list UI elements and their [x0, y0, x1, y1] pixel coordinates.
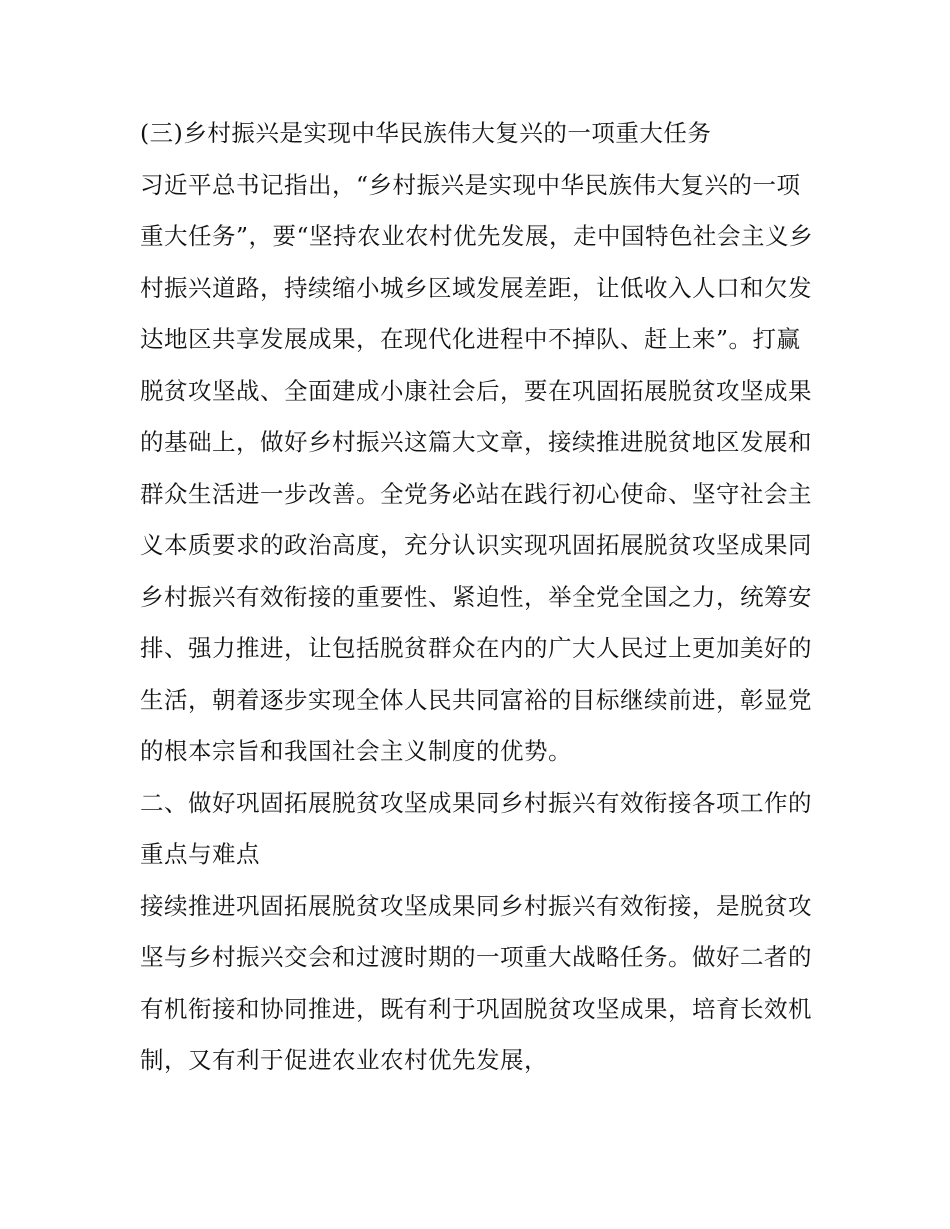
- section-heading-3: (三)乡村振兴是实现中华民族伟大复兴的一项重大任务: [140, 119, 712, 147]
- document-body: [140, 108, 820, 1087]
- body-paragraph-2: 接续推进巩固拓展脱贫攻坚成果同乡村振兴有效衔接，是脱贫攻坚与乡村振兴交会和过渡时期的一项重大战略任务。做好二者的有机衔接和协同推进，既有利于巩固脱贫攻坚成果，培育长效机制，又有利于促进农业农村优先发展，: [140, 891, 812, 1074]
- section-heading-2: 二、做好巩固拓展脱贫攻坚成果同乡村振兴有效衔接各项工作的重点与难点: [140, 788, 812, 868]
- body-paragraph-1: 习近平总书记指出，“乡村振兴是实现中华民族伟大复兴的一项重大任务”，要“坚持农业农村优先发展，走中国特色社会主义乡村振兴道路，持续缩小城乡区域发展差距，让低收入人口和欠发达地区共享发展成果，在现代化进程中不掉队、赶上来”。打赢脱贫攻坚战、全面建成小康社会后，要在巩固拓展脱贫攻坚成果的基础上，做好乡村振兴这篇大文章，接续推进脱贫地区发展和群众生活进一步改善。全党务必站在践行初心使命、坚守社会主义本质要求的政治高度，充分认识实现巩固拓展脱贫攻坚成果同乡村振兴有效衔接的重要性、紧迫性，举全党全国之力，统筹安排、强力推进，让包括脱贫群众在内的广大人民过上更加美好的生活，朝着逐步实现全体人民共同富裕的目标继续前进，彰显党的根本宗旨和我国社会主义制度的优势。: [140, 170, 814, 765]
